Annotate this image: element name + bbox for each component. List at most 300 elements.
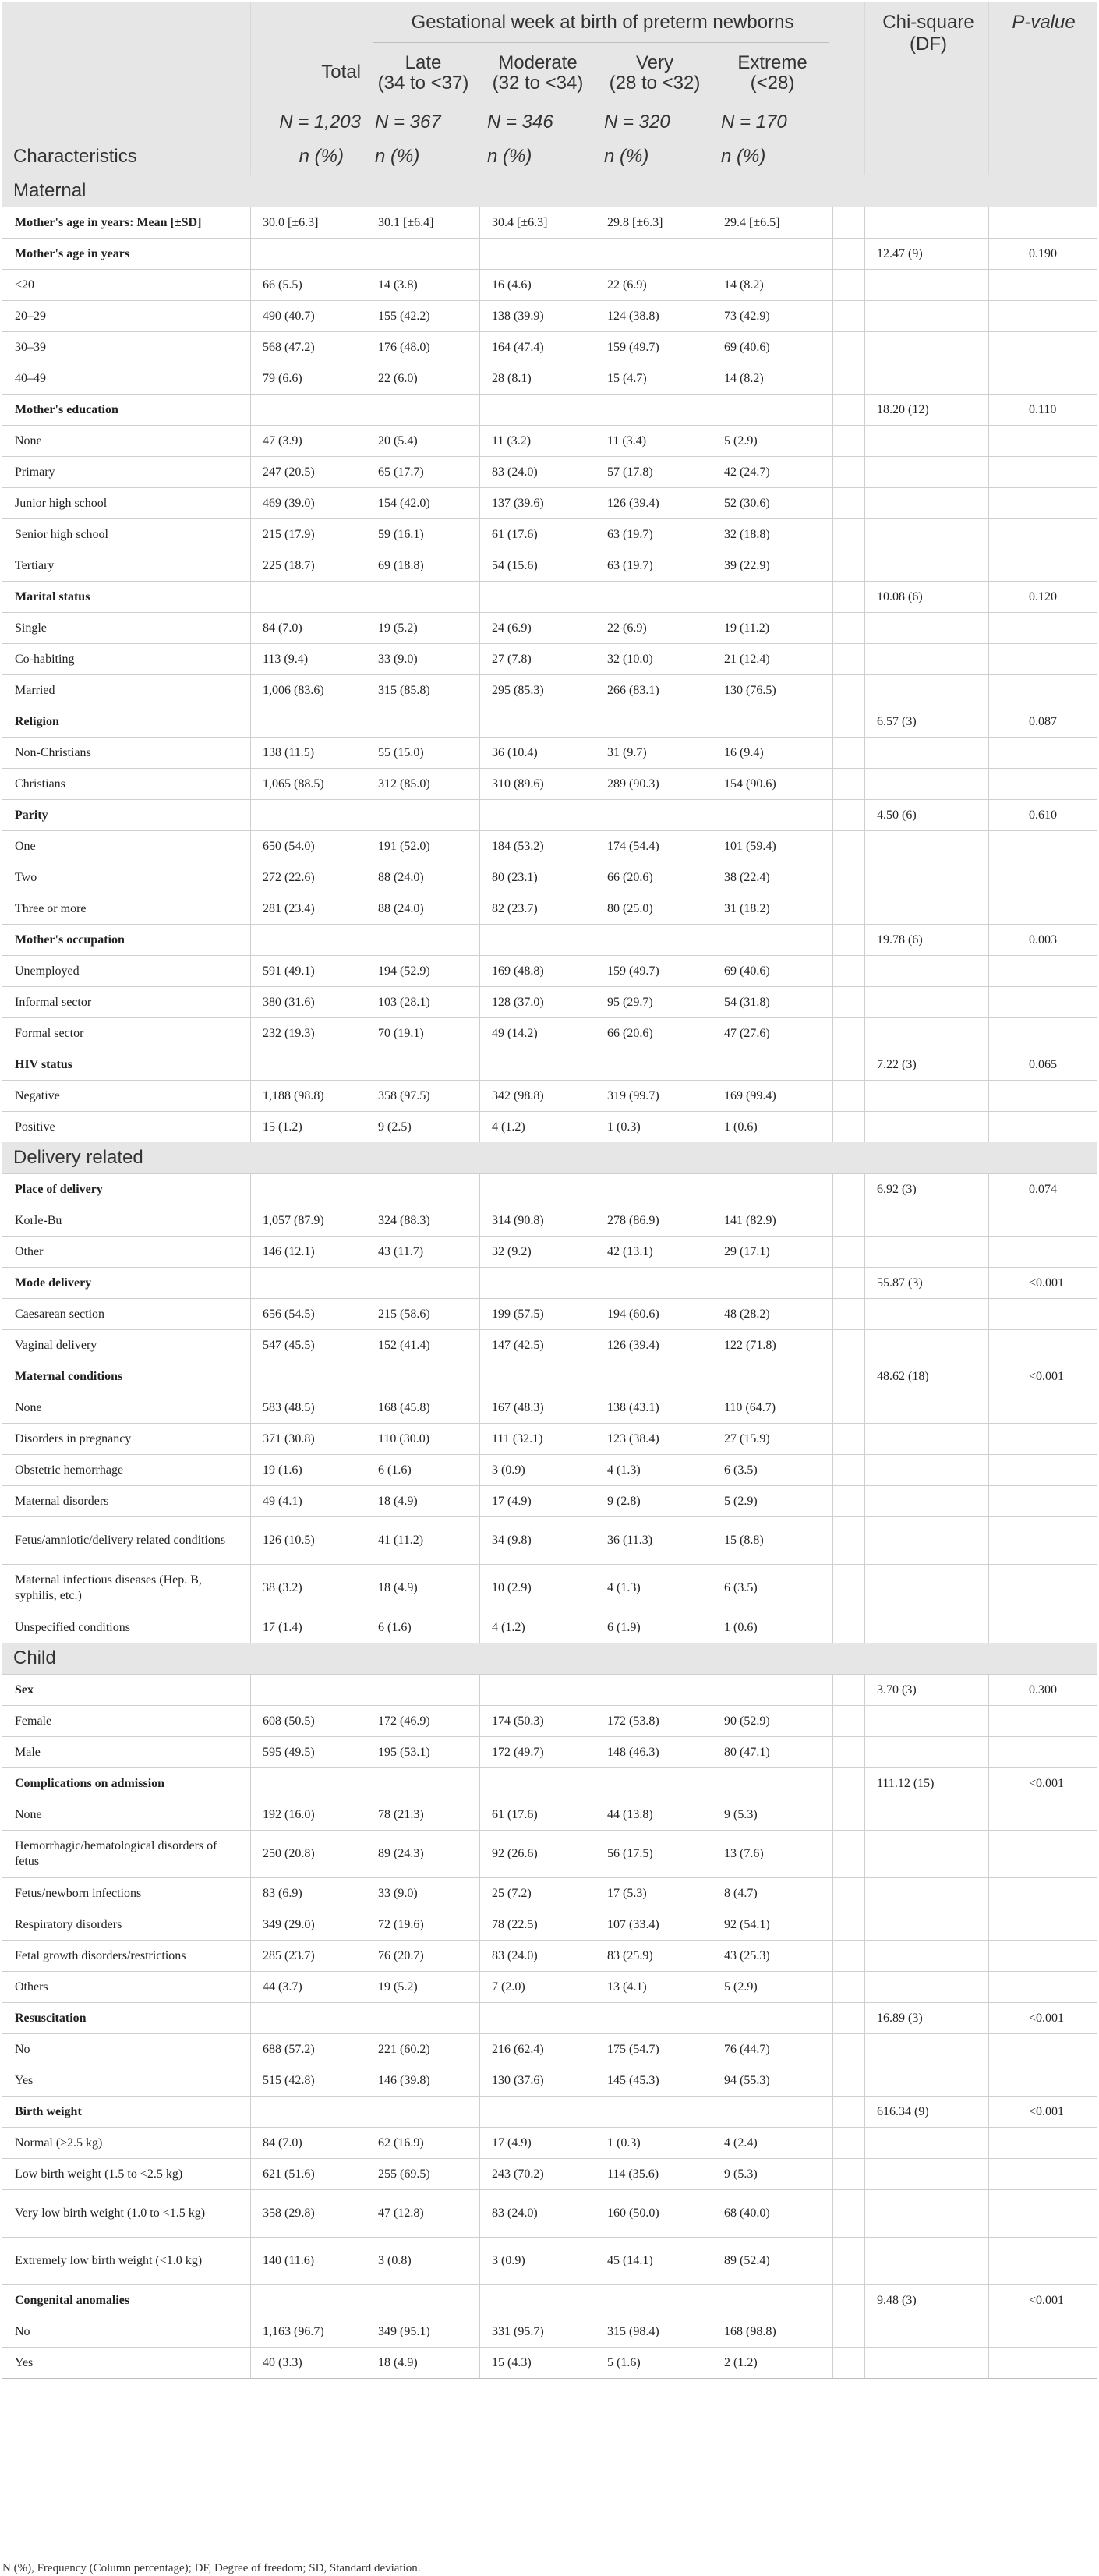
header-characteristics: Characteristics [13, 146, 137, 167]
cell-extreme: 1 (0.6) [724, 1620, 758, 1634]
row-label: None [15, 433, 42, 448]
cell-chi-square [864, 1878, 988, 1909]
cell-very: 194 (60.6) [607, 1307, 659, 1321]
cell-very [595, 925, 712, 955]
cell-total [250, 2003, 366, 2033]
cell-chi-square [864, 1112, 988, 1142]
row-label: Religion [15, 714, 59, 728]
table-row [2, 2033, 1097, 2065]
cell-moderate: 61 (17.6) [492, 1807, 538, 1821]
table-row [2, 456, 1097, 487]
cell-late: 191 (52.0) [378, 839, 430, 853]
cell-moderate: 78 (22.5) [492, 1917, 538, 1931]
cell-moderate [479, 2003, 595, 2033]
cell-chi-square: 7.22 (3) [877, 1057, 917, 1071]
cell-extreme: 31 (18.2) [724, 901, 770, 915]
cell-extreme: 8 (4.7) [724, 1886, 758, 1900]
row-label: Fetus/newborn infections [15, 1886, 142, 1900]
cell-pvalue [988, 207, 1097, 238]
cell-pvalue: 0.110 [1029, 402, 1057, 416]
cell-extreme [712, 2097, 832, 2127]
table-row [2, 487, 1097, 518]
cell-chi-square [864, 1455, 988, 1485]
row-label: Birth weight [15, 2104, 82, 2118]
table-row [2, 830, 1097, 862]
cell-total: 371 (30.8) [263, 1431, 315, 1445]
cell-extreme: 21 (12.4) [724, 652, 770, 666]
cell-pvalue [988, 488, 1097, 518]
cell-total: 19 (1.6) [263, 1463, 302, 1477]
cell-total [250, 239, 366, 269]
cell-pvalue [988, 1878, 1097, 1909]
row-label: Christians [15, 777, 65, 791]
cell-pvalue [988, 2316, 1097, 2347]
cell-pvalue: <0.001 [1029, 2293, 1065, 2307]
cell-pvalue: <0.001 [1029, 1776, 1065, 1790]
row-label: Yes [15, 2355, 34, 2369]
cell-total: 140 (11.6) [263, 2254, 315, 2267]
cell-chi-square [864, 1237, 988, 1267]
section-header: Child [2, 1643, 1097, 1674]
cell-pvalue [988, 2348, 1097, 2378]
cell-total: 250 (20.8) [263, 1847, 315, 1860]
cell-very: 11 (3.4) [607, 433, 647, 448]
cell-moderate: 7 (2.0) [492, 1980, 525, 1994]
cell-extreme: 29 (17.1) [724, 1244, 770, 1258]
row-label: Mother's age in years: Mean [±SD] [15, 215, 202, 229]
header-extreme: Extreme [737, 52, 807, 73]
cell-total: 490 (40.7) [263, 309, 315, 323]
header-very: Very [635, 52, 674, 73]
table-row [2, 1799, 1097, 1830]
cell-very: 6 (1.9) [607, 1620, 641, 1634]
row-label: Marital status [15, 589, 90, 603]
cell-pvalue [988, 2128, 1097, 2158]
cell-chi-square [864, 457, 988, 487]
table-row [2, 643, 1097, 674]
cell-very: 5 (1.6) [607, 2355, 641, 2369]
cell-extreme: 38 (22.4) [724, 870, 770, 884]
cell-moderate: 172 (49.7) [492, 1745, 544, 1759]
cell-total: 285 (23.7) [263, 1948, 315, 1962]
table-row [2, 1236, 1097, 1267]
cell-moderate: 147 (42.5) [492, 1338, 544, 1352]
cell-chi-square [864, 769, 988, 799]
group-row [2, 1767, 1097, 1799]
cell-late: 89 (24.3) [378, 1847, 424, 1860]
cell-very: 289 (90.3) [607, 777, 659, 791]
cell-total: 84 (7.0) [263, 2135, 302, 2150]
cell-chi-square [864, 363, 988, 394]
row-label: Junior high school [15, 496, 108, 510]
cell-moderate: 164 (47.4) [492, 340, 544, 354]
cell-moderate: 61 (17.6) [492, 527, 538, 541]
cell-late: 195 (53.1) [378, 1745, 430, 1759]
cell-total: 656 (54.5) [263, 1307, 315, 1321]
cell-pvalue: 0.190 [1029, 246, 1057, 260]
cell-late: 155 (42.2) [378, 309, 430, 323]
row-label: Negative [15, 1088, 60, 1102]
cell-moderate: 138 (39.9) [492, 309, 544, 323]
row-label: Formal sector [15, 1026, 84, 1040]
cell-late: 103 (28.1) [378, 995, 430, 1009]
cell-extreme: 5 (2.9) [724, 1494, 758, 1508]
cell-total [250, 800, 366, 830]
cell-chi-square: 19.78 (6) [877, 932, 923, 947]
row-label: Maternal infectious diseases (Hep. B, syphilis, etc.) [15, 1573, 202, 1602]
cell-extreme: 14 (8.2) [724, 371, 764, 385]
cell-total: 1,065 (88.5) [263, 777, 324, 791]
cell-very: 4 (1.3) [607, 1463, 641, 1477]
table-row [2, 300, 1097, 331]
table-row [2, 1111, 1097, 1142]
cell-pvalue [988, 1299, 1097, 1329]
row-label: Obstetric hemorrhage [15, 1463, 124, 1477]
cell-pvalue [988, 831, 1097, 862]
cell-extreme [712, 1268, 832, 1298]
cell-extreme: 2 (1.2) [724, 2355, 758, 2369]
cell-moderate: 80 (23.1) [492, 870, 538, 884]
cell-extreme: 52 (30.6) [724, 496, 770, 510]
row-label: Low birth weight (1.5 to <2.5 kg) [15, 2167, 183, 2181]
group-row [2, 207, 1097, 238]
cell-very: 172 (53.8) [607, 1714, 659, 1728]
cell-total: 49 (4.1) [263, 1494, 302, 1508]
cell-extreme: 39 (22.9) [724, 558, 770, 572]
cell-pvalue [988, 363, 1097, 394]
cell-chi-square [864, 1565, 988, 1612]
cell-total [250, 706, 366, 737]
cell-total: 126 (10.5) [263, 1534, 315, 1547]
cell-moderate: 16 (4.6) [492, 278, 532, 292]
cell-late: 70 (19.1) [378, 1026, 424, 1040]
cell-extreme: 69 (40.6) [724, 964, 770, 978]
row-label: Single [15, 621, 47, 635]
cell-late: 20 (5.4) [378, 433, 418, 448]
table-row [2, 2237, 1097, 2284]
cell-very [595, 1675, 712, 1705]
cell-total: 547 (45.5) [263, 1338, 315, 1352]
cell-pvalue [988, 1424, 1097, 1454]
cell-extreme: 168 (98.8) [724, 2324, 776, 2338]
cell-very: 174 (54.4) [607, 839, 659, 853]
cell-moderate: 111 (32.1) [492, 1431, 543, 1445]
cell-extreme: 141 (82.9) [724, 1213, 776, 1227]
cell-late: 55 (15.0) [378, 745, 424, 759]
cell-pvalue [988, 1237, 1097, 1267]
cell-total: 608 (50.5) [263, 1714, 315, 1728]
cell-very: 175 (54.7) [607, 2042, 659, 2056]
cell-late: 349 (95.1) [378, 2324, 430, 2338]
cell-moderate: 49 (14.2) [492, 1026, 538, 1040]
cell-extreme: 68 (40.0) [724, 2206, 770, 2220]
cell-chi-square [864, 2065, 988, 2096]
cell-extreme: 42 (24.7) [724, 465, 770, 479]
group-row [2, 1361, 1097, 1392]
cell-late: 110 (30.0) [378, 1431, 430, 1445]
table-bottom-rule [2, 2378, 1097, 2379]
row-label: 40–49 [15, 371, 46, 385]
cell-late: 33 (9.0) [378, 1886, 418, 1900]
row-label: 30–39 [15, 340, 46, 354]
cell-very: 114 (35.6) [607, 2167, 659, 2181]
group-row [2, 706, 1097, 737]
table-row [2, 1392, 1097, 1423]
cell-extreme: 90 (52.9) [724, 1714, 770, 1728]
table-row [2, 1485, 1097, 1516]
cell-extreme: 15 (8.8) [724, 1534, 764, 1547]
cell-very: 80 (25.0) [607, 901, 653, 915]
cell-very: 145 (45.3) [607, 2073, 659, 2087]
cell-very: 319 (99.7) [607, 1088, 659, 1102]
header-npct-total: n (%) [299, 146, 344, 167]
cell-very: 22 (6.9) [607, 278, 647, 292]
cell-moderate: 24 (6.9) [492, 621, 532, 635]
cell-pvalue: <0.001 [1029, 2011, 1065, 2025]
cell-chi-square: 9.48 (3) [877, 2293, 917, 2307]
cell-pvalue: 0.120 [1029, 589, 1057, 603]
cell-total [250, 2285, 366, 2316]
cell-very: 9 (2.8) [607, 1494, 641, 1508]
cell-chi-square [864, 1299, 988, 1329]
cell-moderate [479, 2285, 595, 2316]
cell-chi-square: 6.92 (3) [877, 1182, 917, 1196]
cell-total: 358 (29.8) [263, 2206, 315, 2220]
cell-extreme: 80 (47.1) [724, 1745, 770, 1759]
cell-moderate [479, 1361, 595, 1392]
cell-extreme [712, 239, 832, 269]
cell-total [250, 582, 366, 612]
cell-extreme: 47 (27.6) [724, 1026, 770, 1040]
cell-moderate: 11 (3.2) [492, 433, 532, 448]
cell-pvalue [988, 1330, 1097, 1361]
cell-moderate: 137 (39.6) [492, 496, 544, 510]
cell-extreme: 54 (31.8) [724, 995, 770, 1009]
cell-total: 192 (16.0) [263, 1807, 315, 1821]
cell-pvalue [988, 644, 1097, 674]
cell-very: 148 (46.3) [607, 1745, 659, 1759]
row-label: Primary [15, 465, 55, 479]
cell-moderate: 184 (53.2) [492, 839, 544, 853]
cell-extreme [712, 1174, 832, 1205]
cell-moderate: 34 (9.8) [492, 1534, 532, 1547]
cell-total: 225 (18.7) [263, 558, 315, 572]
cell-late: 30.1 [±6.4] [378, 215, 434, 229]
table-row [2, 518, 1097, 550]
cell-extreme: 43 (25.3) [724, 1948, 770, 1962]
cell-extreme: 73 (42.9) [724, 309, 770, 323]
table-row [2, 768, 1097, 799]
row-label: Positive [15, 1120, 55, 1134]
row-label: Korle-Bu [15, 1213, 62, 1227]
cell-total: 568 (47.2) [263, 340, 315, 354]
cell-very: 31 (9.7) [607, 745, 647, 759]
cell-late [366, 1174, 479, 1205]
cell-pvalue [988, 1941, 1097, 1971]
cell-moderate: 17 (4.9) [492, 2135, 532, 2150]
cell-moderate: 331 (95.7) [492, 2324, 544, 2338]
cell-late: 88 (24.0) [378, 901, 424, 915]
header-n-total: N = 1,203 [279, 111, 361, 133]
cell-late: 62 (16.9) [378, 2135, 424, 2150]
cell-pvalue [988, 457, 1097, 487]
cell-extreme: 1 (0.6) [724, 1120, 758, 1134]
cell-moderate: 3 (0.9) [492, 1463, 525, 1477]
cell-total: 138 (11.5) [263, 745, 315, 759]
table-row [2, 674, 1097, 706]
cell-moderate [479, 1675, 595, 1705]
cell-moderate: 30.4 [±6.3] [492, 215, 548, 229]
cell-late: 358 (97.5) [378, 1088, 430, 1102]
row-label: Yes [15, 2073, 34, 2087]
cell-pvalue [988, 1706, 1097, 1736]
cell-very: 124 (38.8) [607, 309, 659, 323]
row-label: Mother's occupation [15, 932, 125, 947]
cell-pvalue: 0.065 [1029, 1057, 1057, 1071]
table-row [2, 1205, 1097, 1236]
cell-late: 312 (85.0) [378, 777, 430, 791]
cell-total: 1,057 (87.9) [263, 1213, 324, 1227]
cell-moderate: 199 (57.5) [492, 1307, 544, 1321]
cell-chi-square [864, 1205, 988, 1236]
cell-moderate: 314 (90.8) [492, 1213, 544, 1227]
header-npct-late: n (%) [375, 146, 420, 167]
cell-chi-square [864, 1706, 988, 1736]
cell-pvalue [988, 862, 1097, 893]
cell-late: 65 (17.7) [378, 465, 424, 479]
cell-moderate [479, 239, 595, 269]
cell-total: 83 (6.9) [263, 1886, 302, 1900]
cell-moderate: 28 (8.1) [492, 371, 532, 385]
cell-very: 32 (10.0) [607, 652, 653, 666]
row-label: Extremely low birth weight (<1.0 kg) [15, 2254, 203, 2267]
cell-chi-square [864, 1612, 988, 1643]
cell-very: 63 (19.7) [607, 558, 653, 572]
cell-pvalue [988, 426, 1097, 456]
cell-late: 18 (4.9) [378, 2355, 418, 2369]
cell-moderate: 17 (4.9) [492, 1494, 532, 1508]
row-label: Tertiary [15, 558, 55, 572]
cell-very: 36 (11.3) [607, 1534, 653, 1547]
group-row [2, 1674, 1097, 1705]
cell-total [250, 2097, 366, 2127]
cell-very: 44 (13.8) [607, 1807, 653, 1821]
cell-total: 66 (5.5) [263, 278, 302, 292]
cell-pvalue [988, 1565, 1097, 1612]
cell-late: 19 (5.2) [378, 1980, 418, 1994]
cell-very: 1 (0.3) [607, 1120, 641, 1134]
cell-chi-square [864, 987, 988, 1017]
header-pvalue: P-value [1012, 12, 1076, 33]
cell-extreme: 154 (90.6) [724, 777, 776, 791]
cell-moderate: 36 (10.4) [492, 745, 538, 759]
row-label: One [15, 839, 36, 853]
cell-very: 4 (1.3) [607, 1581, 641, 1594]
cell-chi-square [864, 1424, 988, 1454]
cell-very: 126 (39.4) [607, 496, 659, 510]
cell-chi-square: 111.12 (15) [877, 1776, 935, 1790]
cell-very [595, 2285, 712, 2316]
cell-extreme [712, 1768, 832, 1799]
cell-moderate [479, 582, 595, 612]
cell-total: 1,163 (96.7) [263, 2324, 324, 2338]
group-row [2, 2284, 1097, 2316]
cell-pvalue [988, 1831, 1097, 1877]
table-row [2, 1017, 1097, 1049]
cell-total: 650 (54.0) [263, 839, 315, 853]
header-npct-moderate: n (%) [487, 146, 532, 167]
table-row [2, 1329, 1097, 1361]
table-row [2, 1612, 1097, 1643]
cell-late [366, 1049, 479, 1080]
cell-extreme: 5 (2.9) [724, 1980, 758, 1994]
cell-extreme: 89 (52.4) [724, 2254, 770, 2267]
cell-extreme: 4 (2.4) [724, 2135, 758, 2150]
row-label: Place of delivery [15, 1182, 103, 1196]
cell-total [250, 1049, 366, 1080]
cell-chi-square [864, 862, 988, 893]
cell-chi-square [864, 2238, 988, 2284]
cell-chi-square [864, 1081, 988, 1111]
cell-late: 47 (12.8) [378, 2206, 424, 2220]
cell-late: 18 (4.9) [378, 1581, 418, 1594]
cell-chi-square [864, 301, 988, 331]
header-group-title: Gestational week at birth of preterm newborns [411, 12, 794, 33]
cell-pvalue [988, 1909, 1097, 1940]
cell-very: 126 (39.4) [607, 1338, 659, 1352]
row-label: Non-Christians [15, 745, 91, 759]
cell-chi-square [864, 613, 988, 643]
group-row [2, 1267, 1097, 1298]
cell-chi-square [864, 1018, 988, 1049]
cell-very: 29.8 [±6.3] [607, 215, 663, 229]
cell-late: 168 (45.8) [378, 1400, 430, 1414]
table-row [2, 363, 1097, 394]
cell-very: 66 (20.6) [607, 1026, 653, 1040]
table-row [2, 1298, 1097, 1329]
cell-late: 72 (19.6) [378, 1917, 424, 1931]
table-row [2, 269, 1097, 300]
cell-extreme [712, 800, 832, 830]
cell-very: 13 (4.1) [607, 1980, 647, 1994]
cell-late: 59 (16.1) [378, 527, 424, 541]
cell-very: 45 (14.1) [607, 2254, 653, 2267]
cell-very: 57 (17.8) [607, 465, 653, 479]
cell-total: 232 (19.3) [263, 1026, 315, 1040]
cell-pvalue [988, 1205, 1097, 1236]
cell-pvalue: <0.001 [1029, 1276, 1065, 1290]
row-label: Fetus/amniotic/delivery related conditions [15, 1534, 226, 1547]
table-row [2, 2158, 1097, 2189]
row-label: Married [15, 683, 55, 697]
cell-late: 69 (18.8) [378, 558, 424, 572]
table-row [2, 2347, 1097, 2378]
header-extreme-range: (<28) [750, 73, 795, 94]
cell-very: 66 (20.6) [607, 870, 653, 884]
cell-late: 152 (41.4) [378, 1338, 430, 1352]
cell-extreme [712, 2285, 832, 2316]
cell-late [366, 706, 479, 737]
cell-moderate: 167 (48.3) [492, 1400, 544, 1414]
cell-chi-square: 4.50 (6) [877, 808, 917, 822]
cell-chi-square [864, 2034, 988, 2065]
group-row [2, 2002, 1097, 2033]
cell-late: 6 (1.6) [378, 1463, 412, 1477]
cell-pvalue: 0.074 [1029, 1182, 1057, 1196]
row-label: HIV status [15, 1057, 72, 1071]
cell-very [595, 1174, 712, 1205]
cell-very: 107 (33.4) [607, 1917, 659, 1931]
